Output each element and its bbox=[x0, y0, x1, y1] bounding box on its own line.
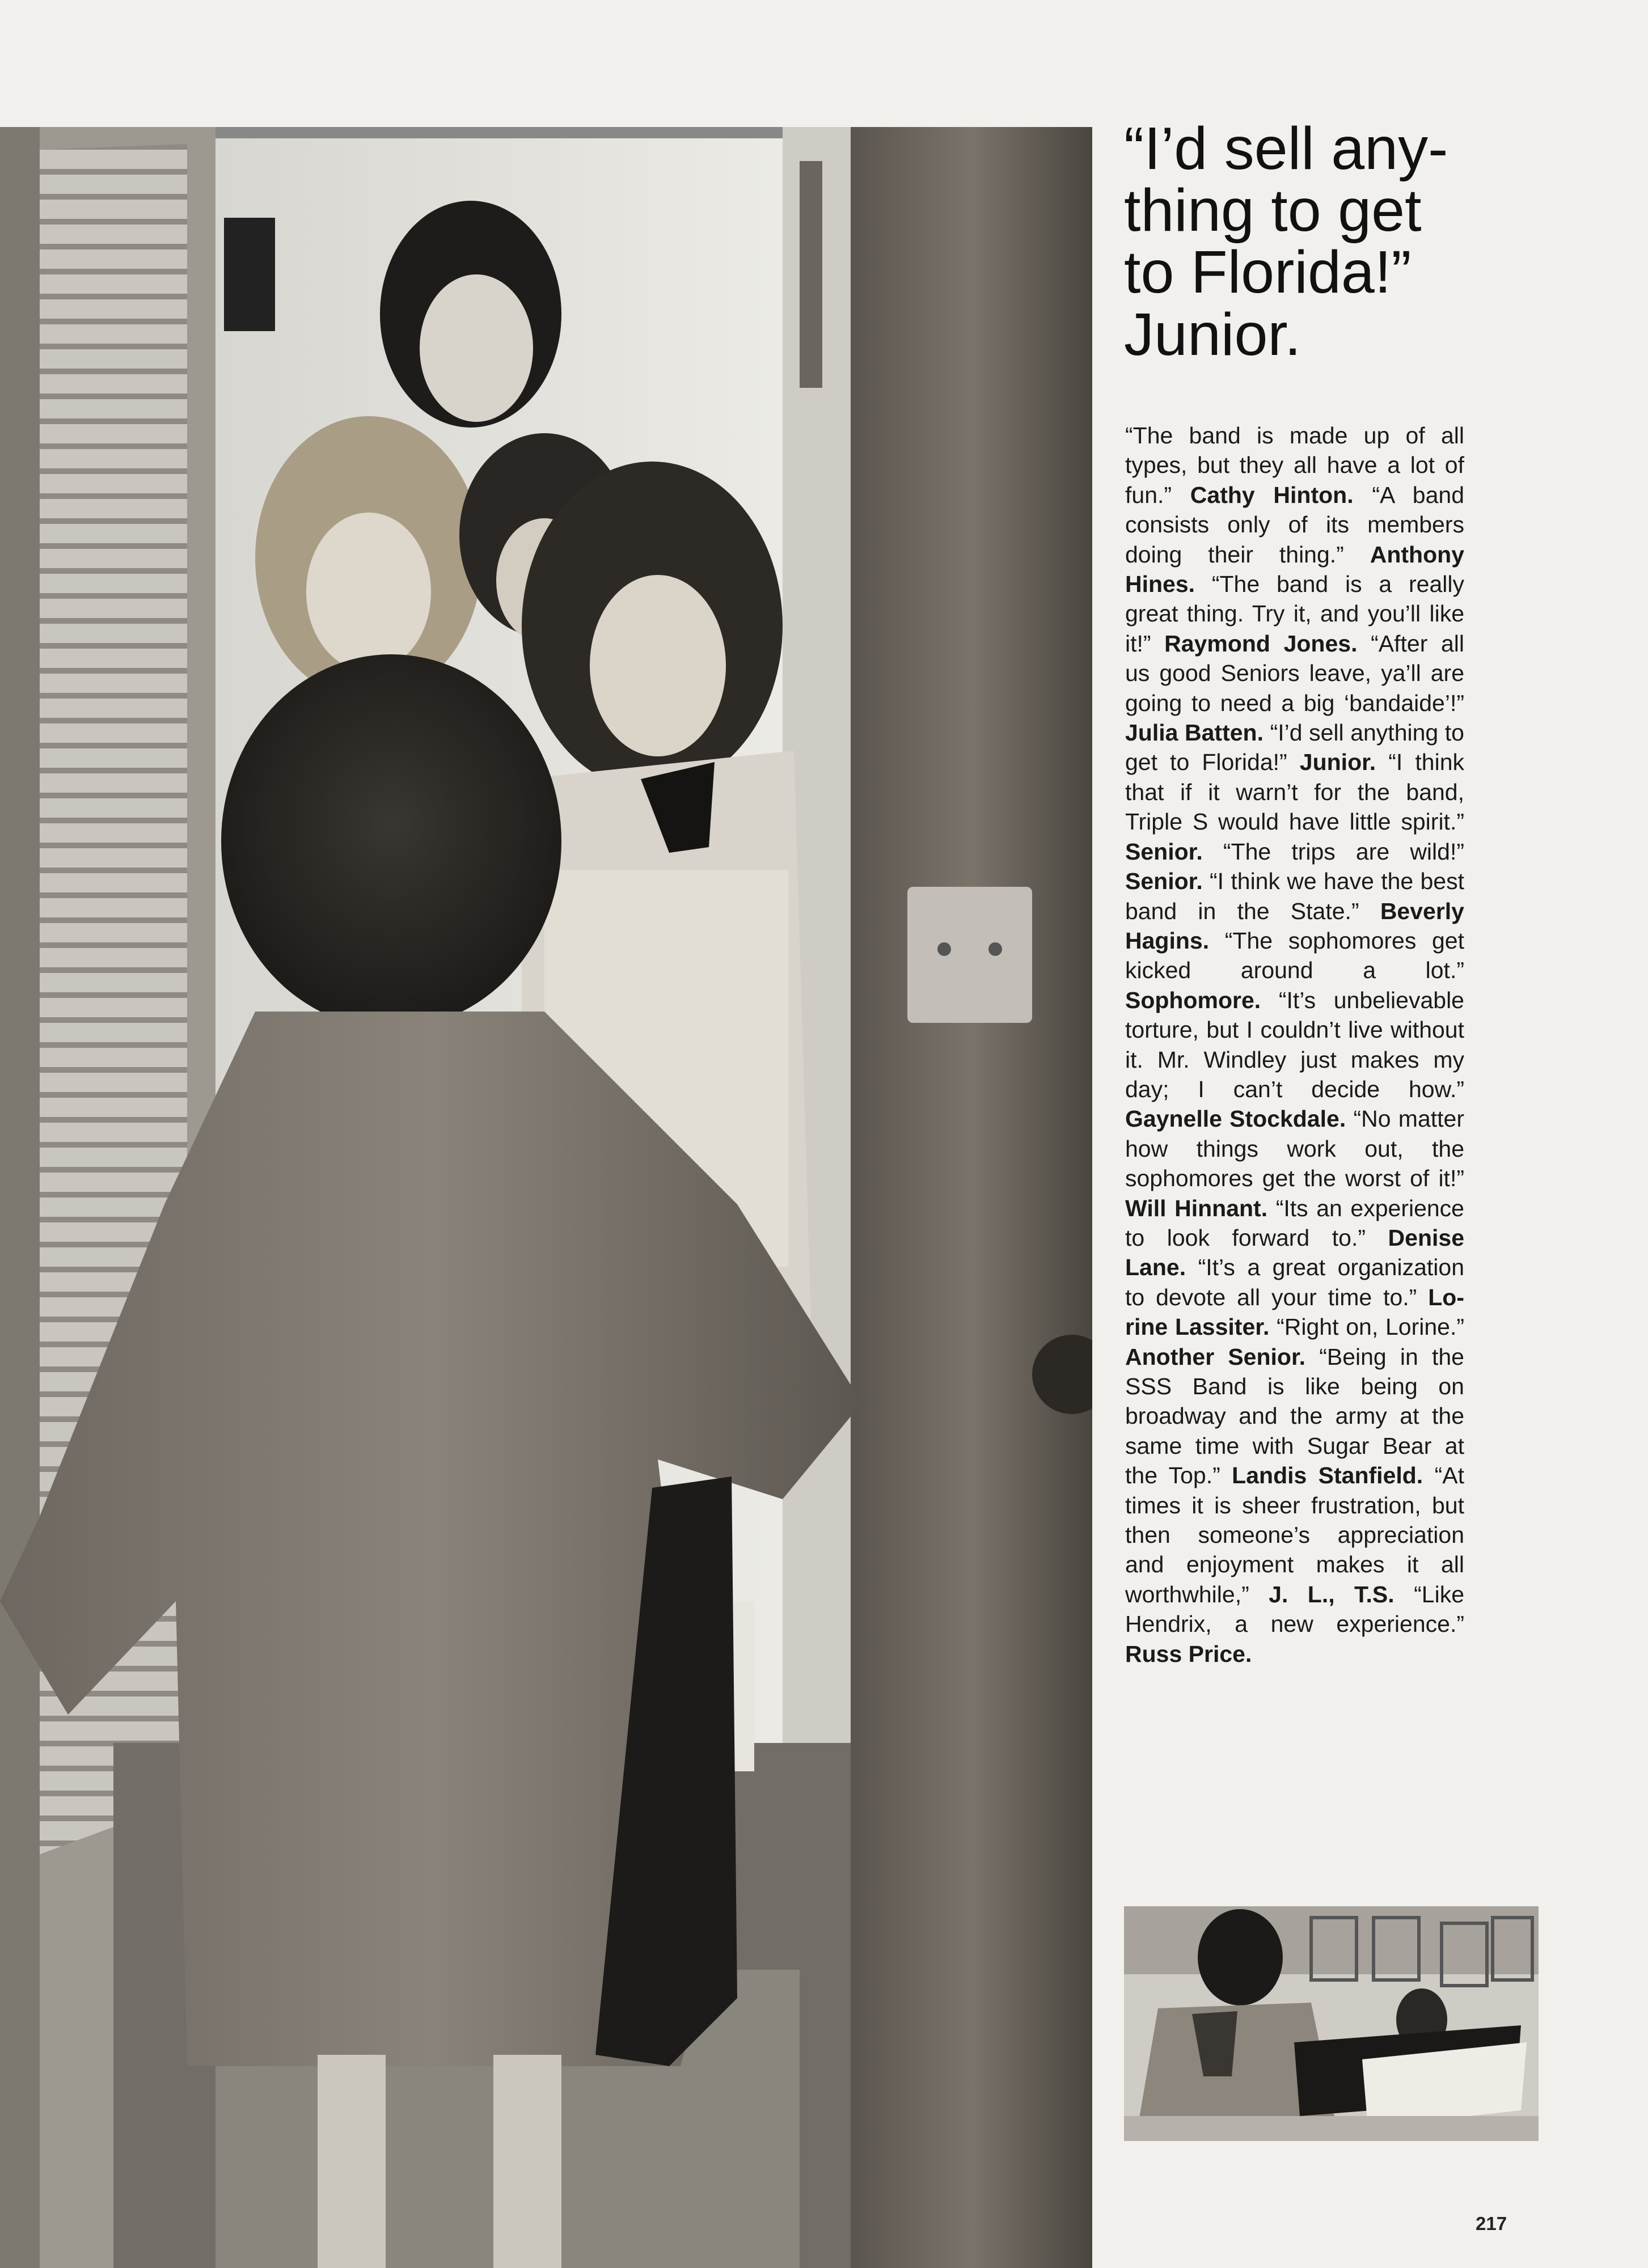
quote-author: Gaynelle Stockdale. bbox=[1125, 1106, 1346, 1132]
quote-author: Lorine Lassiter. bbox=[1125, 1284, 1464, 1340]
quote-author: Another Senior. bbox=[1125, 1343, 1306, 1370]
quote-text: “It’s unbelievable torture, but I couldn’t live without it. Mr. Windley just makes my day; I can’t decide how.” bbox=[1125, 987, 1464, 1102]
quotes-column bbox=[1125, 421, 1464, 1669]
quote-text: “I think we have the best band in the State.” bbox=[1125, 868, 1464, 924]
quote-author: Julia Batten. bbox=[1125, 720, 1264, 746]
quote-author: Denise Lane. bbox=[1125, 1224, 1464, 1281]
quote-author: J. L., T.S. bbox=[1269, 1581, 1395, 1607]
quote-text: “The sophomores get kicked around a lot.” bbox=[1125, 927, 1464, 984]
quote-author: Anthony Hines. bbox=[1125, 541, 1464, 598]
quote-text: “No matter how things work out, the sophomores get the worst of it!” bbox=[1125, 1106, 1464, 1192]
quote-author: Junior. bbox=[1299, 749, 1376, 776]
band-director-photograph-image bbox=[1124, 1906, 1539, 2141]
quote-author: Senior. bbox=[1125, 838, 1203, 865]
main-photograph-image bbox=[0, 127, 1092, 2268]
quote-author: Beverly Hagins. bbox=[1125, 898, 1464, 954]
quote-text: “After all us good Seniors leave, ya’ll are going to need a big ‘bandaide’!” bbox=[1125, 630, 1464, 716]
quote-author: Landis Stanfield. bbox=[1232, 1462, 1423, 1489]
quote-text: “The band is made up of all types, but they all have a lot of fun.” bbox=[1125, 422, 1464, 508]
page-number: 217 bbox=[1476, 2213, 1507, 2234]
quote-author: Sophomore. bbox=[1125, 987, 1261, 1013]
quote-author: Senior. bbox=[1125, 868, 1203, 895]
headline-line: to Florida!” bbox=[1124, 239, 1412, 306]
headline bbox=[1124, 115, 1555, 368]
quote-author: Russ Price. bbox=[1125, 1640, 1252, 1667]
quote-text: “At times it is sheer frustration, but then someone’s appreciation and enjoyment makes it all worthwhile,” bbox=[1125, 1462, 1464, 1607]
headline-line: thing to get bbox=[1124, 177, 1422, 244]
quote-text: “The trips are wild!” bbox=[1223, 838, 1464, 865]
quote-author: Cathy Hinton. bbox=[1190, 481, 1354, 508]
main-photograph bbox=[0, 127, 1092, 2268]
quote-author: Raymond Jones. bbox=[1164, 630, 1358, 657]
quote-author: Will Hinnant. bbox=[1125, 1195, 1268, 1221]
quote-text: “It’s a great organization to devote all your time to.” bbox=[1125, 1254, 1464, 1310]
band-director-photograph bbox=[1124, 1906, 1539, 2141]
quote-text: “I’d sell anything to get to Florida!” bbox=[1125, 720, 1464, 776]
quote-text: “Like Hendrix, a new experience.” bbox=[1125, 1581, 1464, 1637]
quote-text: “Being in the SSS Band is like being on broadway and the army at the same time with Sugar Bear at the Top.” bbox=[1125, 1343, 1464, 1489]
headline-line: “I’d sell any- bbox=[1124, 115, 1448, 182]
quote-text: “I think that if it warn’t for the band, Triple S would have little spirit.” bbox=[1125, 749, 1464, 835]
headline-line: Junior. bbox=[1124, 301, 1302, 368]
quote-text: “The band is a really great thing. Try it, and you’ll like it!” bbox=[1125, 571, 1464, 657]
quote-text: “Right on, Lorine.” bbox=[1277, 1314, 1464, 1340]
quote-text: “Its an experience to look forward to.” bbox=[1125, 1195, 1464, 1251]
quote-text: “A band consists only of its members doing their thing.” bbox=[1125, 481, 1464, 568]
